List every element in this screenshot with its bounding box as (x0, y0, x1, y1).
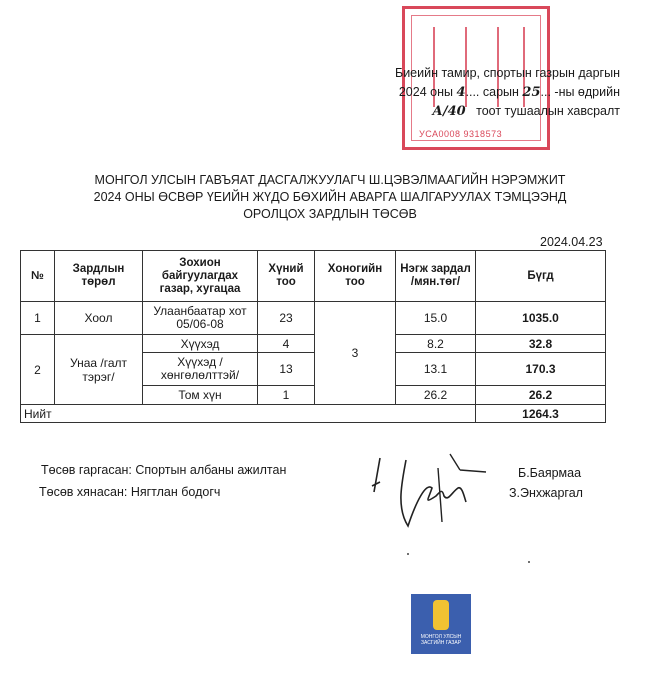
row-type: Унаа /галт тэрэг/ (55, 335, 143, 405)
approval-line-1: Биеийн тамир, спортын газрын даргын (394, 66, 620, 80)
row-total: 1035.0 (476, 302, 606, 335)
row-people: 23 (258, 302, 315, 335)
table-row (21, 302, 606, 335)
row-no: 1 (21, 302, 55, 335)
handwritten-signature (366, 452, 506, 532)
row-total: 26.2 (476, 386, 606, 405)
row-unit-cost: 13.1 (396, 353, 476, 386)
prepared-by-label: Төсөв гаргасан: Спортын албаны ажилтан (41, 463, 287, 477)
row-place: Улаанбаатар хот 05/06-08 (143, 302, 258, 335)
row-people: 13 (258, 353, 315, 386)
sum-total: 1264.3 (476, 405, 606, 423)
approval-header (320, 64, 620, 121)
handwritten-order-number: А/40 (432, 104, 466, 119)
table-row (21, 335, 606, 353)
handwritten-day: 25 (522, 85, 541, 100)
handwritten-month: 4 (456, 85, 466, 100)
approval-order-label: тоот тушаалын хавсралт (476, 104, 620, 118)
header-total: Бүгд (476, 251, 606, 302)
sum-label: Нийт (21, 405, 476, 423)
row-place: Том хүн (143, 386, 258, 405)
row-place: Хүүхэд (143, 335, 258, 353)
document-date: 2024.04.23 (540, 235, 603, 249)
approval-day-label: -ны өдрийн (554, 85, 620, 99)
approval-line-3 (320, 102, 620, 121)
row-no: 2 (21, 335, 55, 405)
header-days: Хоногийн тоо (315, 251, 396, 302)
row-total: 32.8 (476, 335, 606, 353)
title-line-2: 2024 ОНЫ ӨСВӨР ҮЕИЙН ЖҮДО БӨХИЙН АВАРГА ШАЛГАРУУЛАХ ТЭМЦЭЭНД (93, 190, 567, 204)
logo-text-line-2: ЗАСГИЙН ГАЗАР (420, 640, 462, 646)
budget-table (20, 250, 606, 423)
header-type: Зардлын төрөл (55, 251, 143, 302)
checked-by-name: З.Энхжаргал (509, 486, 583, 500)
header-people: Хүний тоо (258, 251, 315, 302)
approval-year: 2024 оны (398, 85, 453, 99)
checked-by-label: Төсөв хянасан: Нягтлан бодогч (39, 485, 221, 499)
stamp-code: УСА0008 9318573 (419, 129, 503, 139)
row-unit-cost: 26.2 (396, 386, 476, 405)
header-place: Зохион байгуулагдах газар, хугацаа (143, 251, 258, 302)
table-header-row (21, 251, 606, 302)
soyombo-emblem-icon (433, 600, 449, 630)
prepared-by-name: Б.Баярмаа (518, 466, 582, 480)
logo-text-line-1: МОНГОЛ УЛСЫН (420, 634, 462, 640)
header-unit-cost: Нэгж зардал /мян.төг/ (396, 251, 476, 302)
row-place: Хүүхэд /хөнгөлөлттэй/ (143, 353, 258, 386)
table-sum-row (21, 405, 606, 423)
header-no: № (21, 251, 55, 302)
row-people: 4 (258, 335, 315, 353)
government-logo (411, 594, 471, 654)
title-line-1: МОНГОЛ УЛСЫН ГАВЪЯАТ ДАСГАЛЖУУЛАГЧ Ш.ЦЭВЭЛМААГИЙН НЭРЭМЖИТ (94, 173, 566, 187)
row-unit-cost: 15.0 (396, 302, 476, 335)
approval-month-label: сарын (482, 85, 519, 99)
row-type: Хоол (55, 302, 143, 335)
days-cell: 3 (315, 302, 396, 405)
title-line-3: ОРОЛЦОХ ЗАРДЛЫН ТӨСӨВ (243, 207, 417, 221)
speck (407, 553, 409, 555)
approval-line-2: 2024 оны 4.... сарын 25... -ны өдрийн (398, 85, 620, 100)
document-title (20, 172, 640, 223)
speck (528, 561, 530, 563)
row-unit-cost: 8.2 (396, 335, 476, 353)
row-people: 1 (258, 386, 315, 405)
row-total: 170.3 (476, 353, 606, 386)
